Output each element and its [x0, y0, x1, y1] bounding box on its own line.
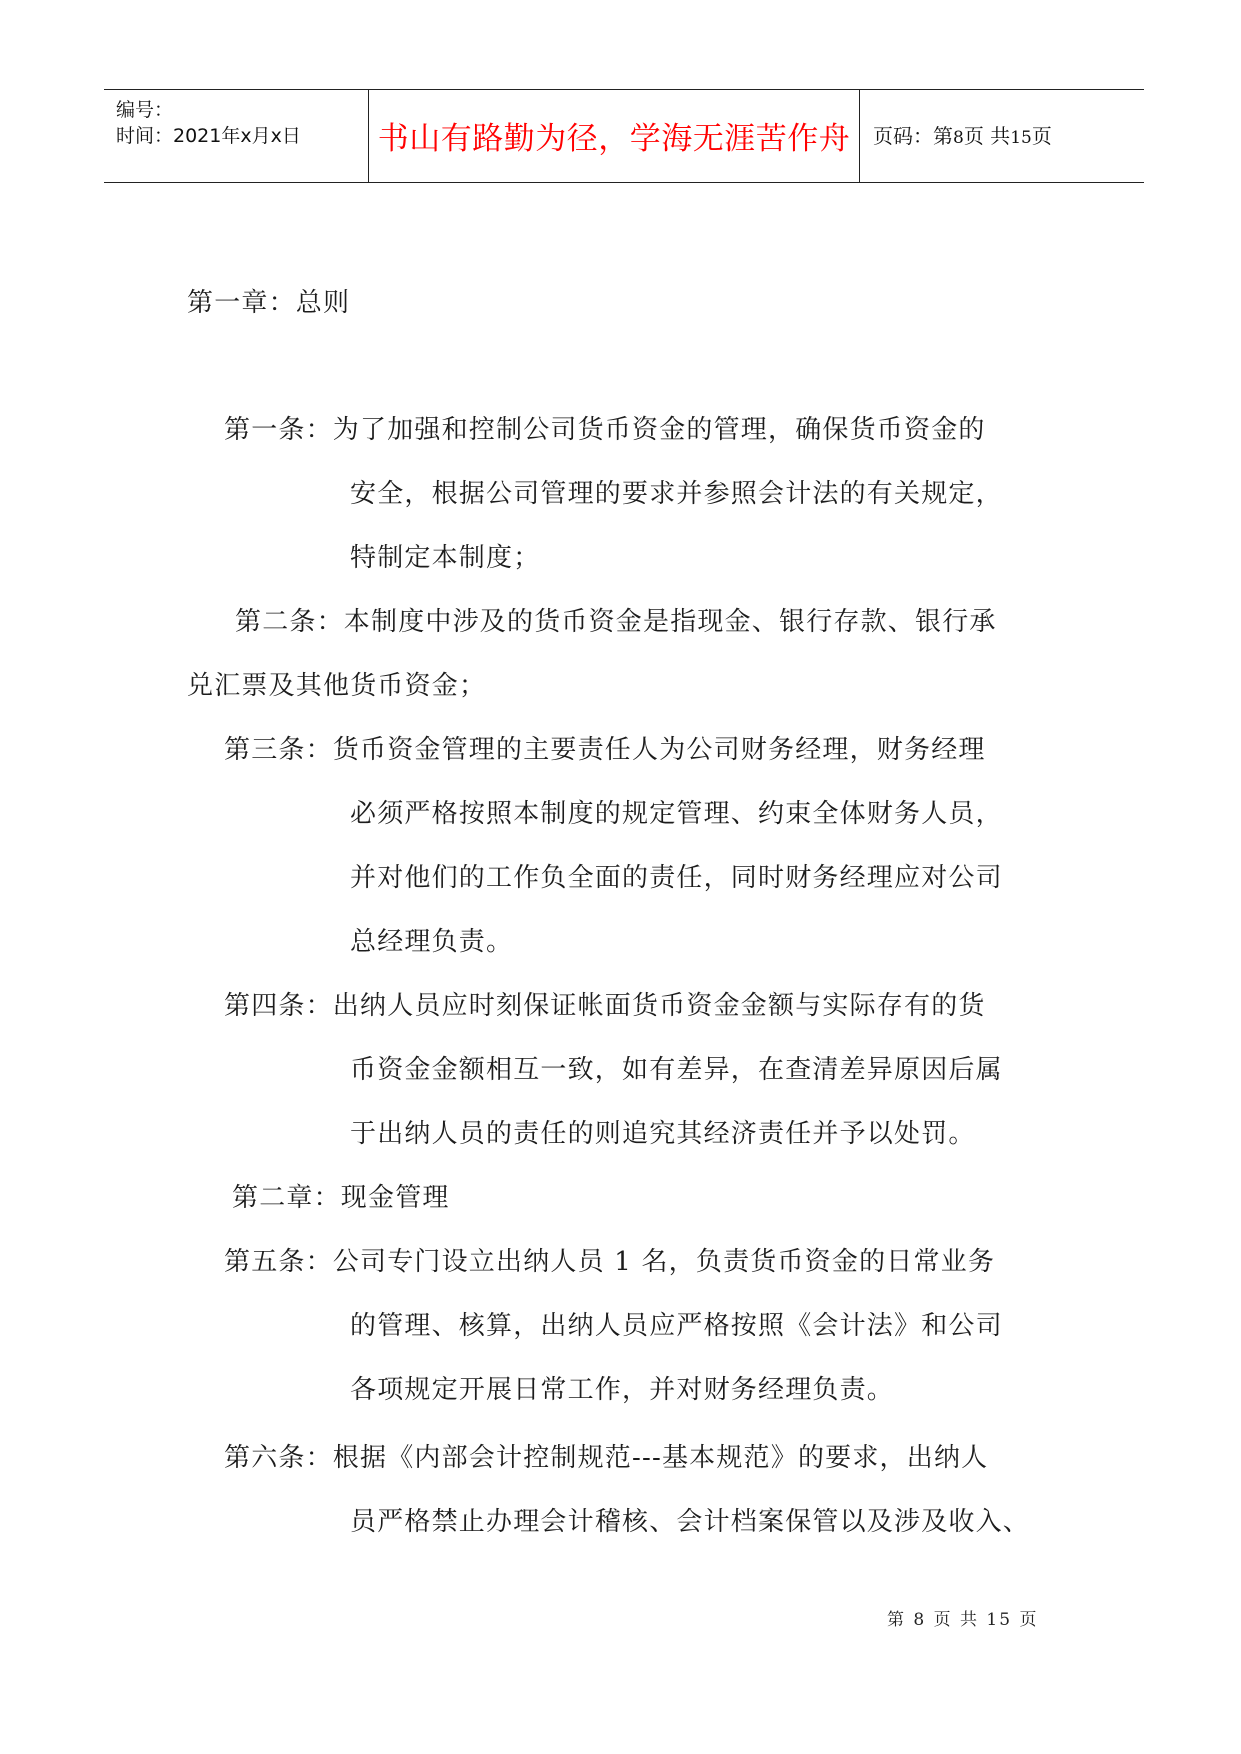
article-1-line-1: 第一条：为了加强和控制公司货币资金的管理，确保货币资金的 — [224, 415, 986, 445]
chapter-heading-2: 第二章：现金管理 — [232, 1183, 450, 1213]
article-2-line-1: 第二条：本制度中涉及的货币资金是指现金、银行存款、银行承 — [235, 607, 997, 637]
chapter-heading-1: 第一章：总则 — [187, 288, 351, 318]
article-3-line-4: 总经理负责。 — [350, 927, 514, 957]
article-3-line-2: 必须严格按照本制度的规定管理、约束全体财务人员， — [350, 799, 1003, 829]
article-5-line-2: 的管理、核算，出纳人员应严格按照《会计法》和公司 — [350, 1311, 1003, 1341]
header-page-current: 8 — [953, 127, 964, 148]
article-2-line-2: 兑汇票及其他货币资金； — [187, 671, 487, 701]
header-table — [104, 89, 1144, 183]
header-page-prefix: 页码：第 — [873, 123, 953, 148]
article-6-line-1: 第六条：根据《内部会计控制规范---基本规范》的要求，出纳人 — [224, 1443, 989, 1473]
article-4-line-1: 第四条：出纳人员应时刻保证帐面货币资金金额与实际存有的货 — [224, 991, 986, 1021]
header-page-cell — [860, 90, 1144, 182]
header-motto-cell — [369, 90, 860, 182]
article-3-line-1: 第三条：货币资金管理的主要责任人为公司财务经理，财务经理 — [224, 735, 986, 765]
header-page-suffix: 页 — [1031, 123, 1052, 148]
article-1-line-3: 特制定本制度； — [350, 543, 541, 573]
header-page-info — [873, 120, 1052, 149]
article-5-line-1: 第五条：公司专门设立出纳人员 1 名，负责货币资金的日常业务 — [224, 1247, 996, 1277]
article-1-line-2: 安全，根据公司管理的要求并参照会计法的有关规定， — [350, 479, 1003, 509]
document-time-label: 时间：2021年x月x日 — [116, 125, 301, 147]
article-4-line-3: 于出纳人员的责任的则追究其经济责任并予以处罚。 — [350, 1119, 976, 1149]
footer-page-number: 第 8 页 共 15 页 — [887, 1610, 1039, 1630]
article-5-line-3: 各项规定开展日常工作，并对财务经理负责。 — [350, 1375, 895, 1405]
header-page-mid: 页 共 — [963, 123, 1011, 148]
article-4-line-2: 币资金金额相互一致，如有差异，在查清差异原因后属 — [350, 1055, 1003, 1085]
article-6-line-2: 员严格禁止办理会计稽核、会计档案保管以及涉及收入、 — [350, 1507, 1031, 1537]
document-number-label: 编号： — [116, 99, 174, 121]
header-page-total: 15 — [1010, 127, 1032, 148]
header-motto: 书山有路勤为径，学海无涯苦作舟 — [377, 120, 851, 157]
article-3-line-3: 并对他们的工作负全面的责任，同时财务经理应对公司 — [350, 863, 1003, 893]
header-meta-cell — [104, 90, 369, 182]
